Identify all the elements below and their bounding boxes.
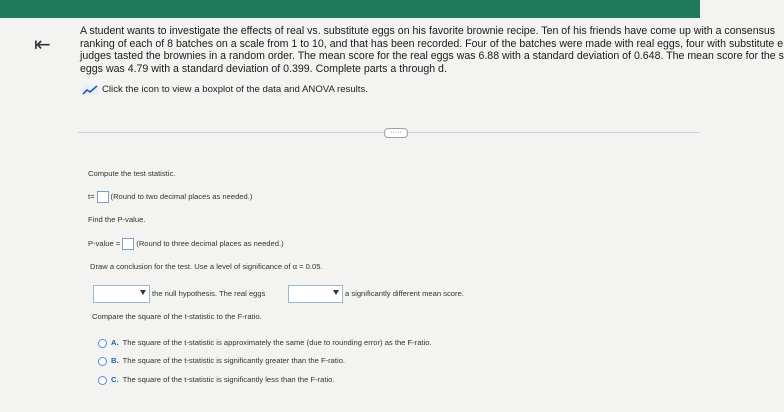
- t-prefix: t=: [88, 192, 95, 201]
- t-row: [88, 191, 252, 203]
- option-text: The square of the t-statistic is significantly less than the F-ratio.: [122, 375, 335, 384]
- option-letter: C.: [111, 375, 119, 384]
- option-letter: A.: [111, 338, 119, 347]
- compute-label: Compute the test statistic.: [88, 169, 176, 178]
- option-text: The square of the t-statistic is approximately the same (due to rounding error) as the F-ratio.: [122, 338, 432, 347]
- chevron-down-icon: [140, 290, 146, 295]
- radio-c[interactable]: [98, 376, 107, 385]
- radio-a[interactable]: [98, 339, 107, 348]
- radio-b[interactable]: [98, 357, 107, 366]
- option-letter: B.: [111, 356, 119, 365]
- mean-text: a significantly different mean score.: [345, 289, 464, 298]
- option-c[interactable]: [98, 375, 334, 385]
- p-row: [88, 238, 284, 250]
- conclusion-label: Draw a conclusion for the test. Use a level of significance of α = 0.05.: [90, 262, 323, 271]
- option-b[interactable]: [98, 356, 345, 366]
- option-a[interactable]: [98, 338, 432, 348]
- boxplot-link-text[interactable]: Click the icon to view a boxplot of the data and ANOVA results.: [102, 84, 368, 95]
- problem-line: ranking of each of 8 batches on a scale from 1 to 10, and that has been recorded. Four of the batches were made with real eggs, four with substitute e: [80, 37, 784, 50]
- null-hypothesis-dropdown[interactable]: [93, 285, 150, 303]
- expand-dots-button[interactable]: ·····: [384, 128, 408, 138]
- t-hint: (Round to two decimal places as needed.): [110, 192, 253, 201]
- top-bar: [0, 0, 700, 18]
- eggs-dropdown[interactable]: [288, 285, 343, 303]
- back-arrow-icon[interactable]: ⇤: [34, 32, 51, 56]
- t-input[interactable]: [97, 191, 109, 203]
- chevron-down-icon: [333, 290, 339, 295]
- problem-statement: [80, 25, 784, 75]
- problem-line: A student wants to investigate the effects of real vs. substitute eggs on his favorite brownie recipe. Ten of his friends have come up with a consensus: [80, 25, 776, 37]
- null-text: the null hypothesis. The real eggs: [152, 289, 266, 298]
- problem-line: eggs was 4.79 with a standard deviation of 0.399. Complete parts a through d.: [80, 62, 447, 75]
- problem-line: judges tasted the brownies in a random order. The mean score for the real eggs was 6.88 with a standard deviation of 0.648. The mean score for the s: [80, 50, 784, 63]
- p-prefix: P-value =: [88, 239, 121, 248]
- option-text: The square of the t-statistic is significantly greater than the F-ratio.: [122, 356, 346, 365]
- p-input[interactable]: [122, 238, 134, 250]
- compare-label: Compare the square of the t-statistic to the F-ratio.: [92, 312, 262, 321]
- boxplot-link-row[interactable]: [82, 84, 368, 95]
- p-hint: (Round to three decimal places as needed.): [136, 239, 284, 248]
- find-p-label: Find the P-value.: [88, 215, 146, 224]
- chart-icon[interactable]: [82, 85, 98, 95]
